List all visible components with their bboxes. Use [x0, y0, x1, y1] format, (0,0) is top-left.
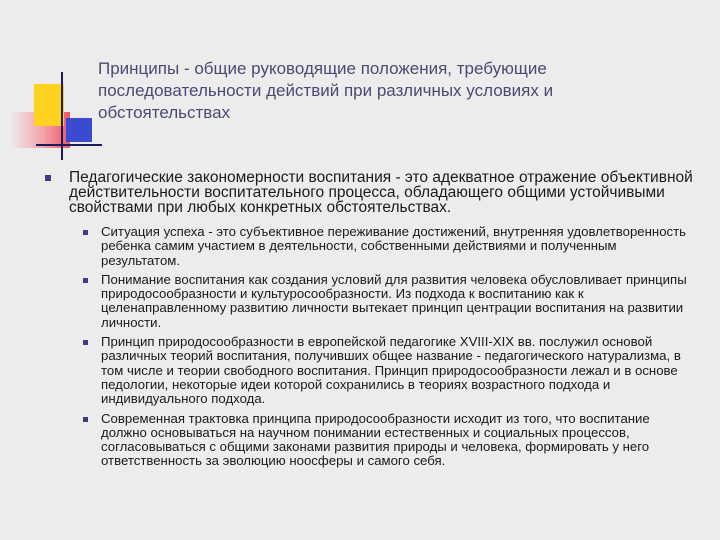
main-bullet-item	[44, 170, 694, 215]
slide-content	[44, 170, 694, 474]
sub-bullet-item	[44, 335, 694, 406]
sub-bullet-item	[44, 412, 694, 469]
decor-yellow-square	[34, 84, 64, 126]
sub-bullet-item	[44, 225, 694, 268]
sub-bullet-list	[44, 225, 694, 469]
sub-bullet-text: Современная трактовка принципа природосообразности исходит из того, что воспитание должно основываться на научном понимании естественных и социальных процессов, согласовываться с общими законами развития природы и человека, формировать у него ответственность за эволюцию ноосферы и самого себя.	[101, 410, 650, 469]
slide-title: Принципы - общие руководящие положения, требующие последовательности действий при различных условиях и обстоятельствах	[98, 59, 554, 122]
decor-blue-square	[66, 118, 92, 142]
square-bullet-icon	[45, 175, 51, 181]
decor-horizontal-line	[36, 144, 102, 146]
square-bullet-icon	[83, 230, 88, 235]
square-bullet-icon	[83, 417, 88, 422]
square-bullet-icon	[83, 340, 88, 345]
sub-bullet-text: Принцип природосообразности в европейской педагогике XVIII-XIX вв. послужил основой различных теорий воспитания, получивших общее название - педагогического натурализма, в том числе и теории свободного воспитания. Принцип природосообразности лежал и в основе педологии, некоторые идеи которой сохранились в теориях возрастного подхода и индивидуального подхода.	[101, 334, 681, 407]
sub-bullet-text: Ситуация успеха - это субъективное переживание достижений, внутренняя удовлетворенность ребенка самим участием в деятельности, собственными действиями и полученным результатом.	[101, 224, 687, 268]
sub-bullet-text: Понимание воспитания как создания условий для развития человека обусловливает принципы природосообразности и культуросообразности. Из подхода к воспитанию как к целенаправленному развитию личности вытекает принцип центрации воспитания на развитии личности.	[101, 271, 687, 330]
decor-vertical-line	[61, 72, 63, 160]
sub-bullet-item	[44, 273, 694, 330]
square-bullet-icon	[83, 278, 88, 283]
main-bullet-text: Педагогические закономерности воспитания - это адекватное отражение объективной действительности воспитательного процесса, обладающего общими устойчивыми свойствами при любых конкретных обстоятельствах.	[69, 169, 693, 216]
